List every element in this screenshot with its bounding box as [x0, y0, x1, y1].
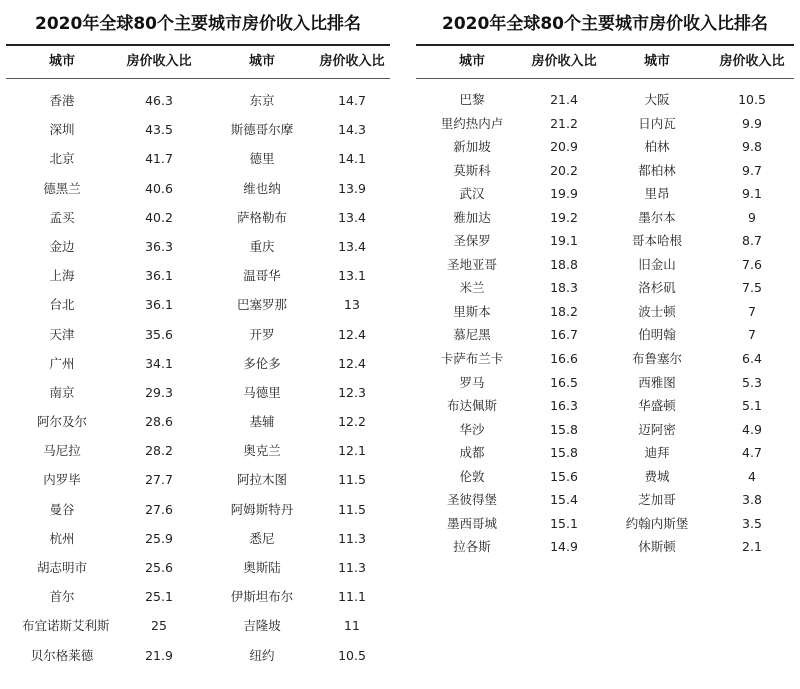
cell-city: 东京 — [249, 93, 275, 108]
table-row — [410, 88, 800, 112]
cell-ratio: 13.4 — [338, 238, 366, 254]
table-row — [0, 174, 396, 203]
cell-city: 伦敦 — [459, 468, 485, 484]
table-row — [0, 582, 396, 611]
cell-city: 墨尔本 — [638, 209, 676, 225]
cell-city: 南京 — [49, 384, 75, 400]
cell-city: 华沙 — [459, 421, 485, 437]
table-header-rule — [416, 78, 794, 79]
cell-city: 曼谷 — [49, 501, 75, 517]
cell-ratio: 29.3 — [145, 384, 173, 400]
table-row — [410, 159, 800, 183]
table-body — [410, 88, 800, 559]
table-row — [410, 394, 800, 418]
table-row — [0, 641, 396, 670]
table-row — [410, 253, 800, 277]
cell-ratio: 9.8 — [742, 139, 762, 155]
cell-ratio: 43.5 — [145, 122, 173, 138]
cell-city: 阿尔及尔 — [36, 414, 87, 430]
cell-city: 布达佩斯 — [446, 398, 497, 414]
table-row — [410, 300, 800, 324]
cell-city: 旧金山 — [638, 256, 676, 272]
cell-ratio: 36.3 — [145, 238, 173, 254]
cell-city: 德里 — [249, 151, 275, 167]
cell-city: 成都 — [459, 445, 485, 461]
cell-ratio: 34.1 — [145, 355, 173, 371]
cell-city: 都柏林 — [638, 162, 676, 178]
table-row — [410, 182, 800, 206]
cell-ratio: 7 — [748, 327, 756, 343]
cell-city: 大阪 — [644, 92, 670, 107]
table-row — [0, 611, 396, 640]
cell-ratio: 41.7 — [145, 151, 173, 167]
table-header-row — [410, 47, 800, 77]
cell-city: 天津 — [49, 326, 75, 342]
cell-ratio: 15.8 — [550, 421, 578, 437]
cell-city: 悉尼 — [249, 530, 275, 546]
cell-city: 阿拉木图 — [236, 472, 287, 488]
cell-ratio: 25.6 — [145, 560, 173, 575]
ranking-table-left — [0, 0, 396, 689]
cell-city: 奥克兰 — [243, 443, 281, 459]
cell-city: 北京 — [49, 151, 75, 167]
cell-ratio: 14.9 — [550, 539, 578, 555]
cell-city: 内罗毕 — [43, 472, 81, 488]
cell-ratio: 10.5 — [738, 92, 766, 107]
cell-ratio: 5.1 — [742, 398, 762, 414]
cell-ratio: 15.4 — [550, 492, 578, 508]
table-row — [410, 441, 800, 465]
cell-ratio: 12.4 — [338, 326, 366, 342]
cell-city: 伊斯坦布尔 — [230, 589, 294, 605]
cell-ratio: 2.1 — [742, 539, 762, 555]
cell-ratio: 16.3 — [550, 398, 578, 414]
cell-city: 伯明翰 — [638, 327, 676, 343]
cell-city: 斯德哥尔摩 — [230, 122, 294, 138]
table-row — [410, 371, 800, 395]
cell-city: 贝尔格莱德 — [30, 647, 94, 663]
table-row — [0, 349, 396, 378]
cell-city: 巴黎 — [459, 92, 485, 107]
cell-city: 巴塞罗那 — [236, 297, 287, 313]
table-row — [0, 320, 396, 349]
cell-city: 圣彼得堡 — [446, 492, 497, 508]
cell-ratio: 21.4 — [550, 92, 578, 107]
cell-ratio: 12.4 — [338, 355, 366, 371]
cell-city: 里斯本 — [453, 303, 491, 319]
cell-city: 卡萨布兰卡 — [440, 351, 504, 367]
cell-city: 圣地亚哥 — [446, 256, 497, 272]
cell-city: 费城 — [644, 468, 670, 484]
table-title: 2020年全球80个主要城市房价收入比排名 — [442, 14, 768, 34]
cell-ratio: 13 — [344, 297, 360, 313]
table-top-rule — [416, 44, 794, 46]
cell-city: 布宜诺斯艾利斯 — [22, 618, 110, 634]
table-body — [0, 86, 396, 670]
table-row — [0, 115, 396, 144]
header-ratio: 房价收入比 — [531, 54, 597, 69]
cell-ratio: 46.3 — [145, 93, 173, 108]
header-city: 城市 — [248, 54, 275, 69]
cell-ratio: 9 — [748, 209, 756, 225]
table-row — [0, 86, 396, 115]
table-row — [410, 347, 800, 371]
cell-ratio: 14.3 — [338, 122, 366, 138]
cell-city: 华盛顿 — [638, 398, 676, 414]
cell-ratio: 16.7 — [550, 327, 578, 343]
table-row — [410, 135, 800, 159]
cell-city: 金边 — [49, 238, 75, 254]
cell-ratio: 15.6 — [550, 468, 578, 484]
cell-city: 波士顿 — [638, 303, 676, 319]
cell-city: 芝加哥 — [638, 492, 676, 508]
table-row — [410, 323, 800, 347]
cell-city: 日内瓦 — [638, 115, 676, 131]
cell-city: 胡志明市 — [36, 560, 87, 575]
cell-city: 里约热内卢 — [440, 115, 504, 131]
cell-ratio: 13.9 — [338, 180, 366, 196]
cell-city: 马德里 — [243, 384, 281, 400]
ranking-table-right — [410, 0, 800, 689]
table-row — [0, 465, 396, 494]
table-row — [410, 535, 800, 559]
cell-ratio: 4.9 — [742, 421, 762, 437]
cell-ratio: 20.2 — [550, 162, 578, 178]
cell-ratio: 18.8 — [550, 256, 578, 272]
table-row — [0, 524, 396, 553]
cell-city: 奥斯陆 — [243, 560, 281, 575]
cell-city: 迪拜 — [644, 445, 670, 461]
cell-city: 马尼拉 — [43, 443, 81, 459]
cell-city: 哥本哈根 — [631, 233, 682, 249]
cell-city: 杭州 — [49, 530, 75, 546]
cell-city: 首尔 — [49, 589, 75, 605]
cell-ratio: 16.6 — [550, 351, 578, 367]
cell-ratio: 11.3 — [338, 530, 366, 546]
cell-ratio: 10.5 — [338, 647, 366, 663]
cell-ratio: 19.9 — [550, 186, 578, 202]
cell-ratio: 12.1 — [338, 443, 366, 459]
table-row — [410, 206, 800, 230]
cell-ratio: 4.7 — [742, 445, 762, 461]
cell-city: 雅加达 — [453, 209, 491, 225]
table-row — [410, 488, 800, 512]
cell-ratio: 6.4 — [742, 351, 762, 367]
cell-city: 新加坡 — [453, 139, 491, 155]
cell-city: 吉隆坡 — [243, 618, 281, 634]
table-row — [0, 232, 396, 261]
header-city: 城市 — [458, 54, 485, 69]
header-ratio: 房价收入比 — [719, 54, 785, 69]
cell-ratio: 40.2 — [145, 209, 173, 225]
cell-city: 基辅 — [249, 414, 275, 430]
cell-city: 重庆 — [249, 238, 275, 254]
cell-ratio: 13.1 — [338, 268, 366, 284]
cell-ratio: 7 — [748, 303, 756, 319]
cell-city: 米兰 — [459, 280, 485, 296]
table-row — [0, 203, 396, 232]
cell-ratio: 25.9 — [145, 530, 173, 546]
cell-ratio: 18.2 — [550, 303, 578, 319]
cell-ratio: 18.3 — [550, 280, 578, 296]
cell-ratio: 3.5 — [742, 515, 762, 531]
cell-city: 开罗 — [249, 326, 275, 342]
cell-city: 约翰内斯堡 — [625, 515, 689, 531]
table-row — [410, 276, 800, 300]
table-row — [0, 144, 396, 173]
cell-ratio: 12.2 — [338, 414, 366, 430]
table-row — [0, 436, 396, 465]
cell-ratio: 11.5 — [338, 501, 366, 517]
cell-city: 阿姆斯特丹 — [230, 501, 294, 517]
cell-ratio: 12.3 — [338, 384, 366, 400]
cell-city: 休斯顿 — [638, 539, 676, 555]
cell-ratio: 11 — [344, 618, 360, 634]
cell-city: 纽约 — [249, 647, 275, 663]
cell-ratio: 35.6 — [145, 326, 173, 342]
cell-ratio: 27.6 — [145, 501, 173, 517]
cell-city: 温哥华 — [243, 268, 281, 284]
cell-city: 孟买 — [49, 209, 75, 225]
cell-city: 德黑兰 — [43, 180, 81, 196]
cell-city: 墨西哥城 — [446, 515, 497, 531]
cell-ratio: 28.6 — [145, 414, 173, 430]
cell-ratio: 11.5 — [338, 472, 366, 488]
cell-city: 罗马 — [459, 374, 485, 390]
header-city: 城市 — [643, 54, 670, 69]
cell-city: 里昂 — [644, 186, 670, 202]
table-row — [0, 495, 396, 524]
cell-city: 广州 — [49, 355, 75, 371]
cell-ratio: 7.6 — [742, 256, 762, 272]
cell-city: 深圳 — [49, 122, 75, 138]
cell-ratio: 5.3 — [742, 374, 762, 390]
cell-ratio: 11.1 — [338, 589, 366, 605]
table-header-row — [0, 47, 396, 77]
cell-city: 维也纳 — [243, 180, 281, 196]
table-row — [0, 407, 396, 436]
cell-ratio: 9.9 — [742, 115, 762, 131]
cell-city: 迈阿密 — [638, 421, 676, 437]
cell-city: 圣保罗 — [453, 233, 491, 249]
panel-divider — [396, 0, 410, 689]
cell-city: 萨格勒布 — [236, 209, 287, 225]
cell-ratio: 28.2 — [145, 443, 173, 459]
cell-ratio: 13.4 — [338, 209, 366, 225]
cell-ratio: 40.6 — [145, 180, 173, 196]
cell-ratio: 14.1 — [338, 151, 366, 167]
cell-ratio: 21.2 — [550, 115, 578, 131]
cell-ratio: 7.5 — [742, 280, 762, 296]
table-row — [0, 261, 396, 290]
cell-city: 香港 — [49, 93, 75, 108]
cell-ratio: 9.7 — [742, 162, 762, 178]
cell-city: 拉各斯 — [453, 539, 491, 555]
header-ratio: 房价收入比 — [319, 54, 385, 69]
cell-city: 莫斯科 — [453, 162, 491, 178]
cell-ratio: 21.9 — [145, 647, 173, 663]
table-row — [0, 378, 396, 407]
cell-ratio: 25 — [151, 618, 167, 634]
cell-ratio: 8.7 — [742, 233, 762, 249]
cell-city: 台北 — [49, 297, 75, 313]
table-title: 2020年全球80个主要城市房价收入比排名 — [35, 14, 361, 34]
header-city: 城市 — [48, 54, 75, 69]
cell-ratio: 20.9 — [550, 139, 578, 155]
cell-ratio: 15.1 — [550, 515, 578, 531]
cell-ratio: 14.7 — [338, 93, 366, 108]
cell-ratio: 9.1 — [742, 186, 762, 202]
cell-city: 布鲁塞尔 — [631, 351, 682, 367]
cell-city: 西雅图 — [638, 374, 676, 390]
cell-city: 多伦多 — [243, 355, 281, 371]
header-ratio: 房价收入比 — [126, 54, 192, 69]
cell-ratio: 27.7 — [145, 472, 173, 488]
cell-ratio: 19.1 — [550, 233, 578, 249]
cell-ratio: 11.3 — [338, 560, 366, 575]
table-top-rule — [6, 44, 390, 46]
table-row — [410, 512, 800, 536]
cell-ratio: 16.5 — [550, 374, 578, 390]
table-row — [410, 465, 800, 489]
cell-city: 柏林 — [644, 139, 670, 155]
table-row — [410, 229, 800, 253]
cell-city: 武汉 — [459, 186, 485, 202]
cell-city: 洛杉矶 — [638, 280, 676, 296]
cell-ratio: 3.8 — [742, 492, 762, 508]
table-row — [410, 418, 800, 442]
cell-ratio: 25.1 — [145, 589, 173, 605]
table-row — [410, 112, 800, 136]
cell-ratio: 15.8 — [550, 445, 578, 461]
cell-city: 上海 — [49, 268, 75, 284]
cell-ratio: 19.2 — [550, 209, 578, 225]
cell-ratio: 4 — [748, 468, 756, 484]
cell-ratio: 36.1 — [145, 268, 173, 284]
table-row — [0, 290, 396, 319]
table-header-rule — [6, 78, 390, 79]
cell-ratio: 36.1 — [145, 297, 173, 313]
table-row — [0, 553, 396, 582]
cell-city: 慕尼黑 — [453, 327, 491, 343]
